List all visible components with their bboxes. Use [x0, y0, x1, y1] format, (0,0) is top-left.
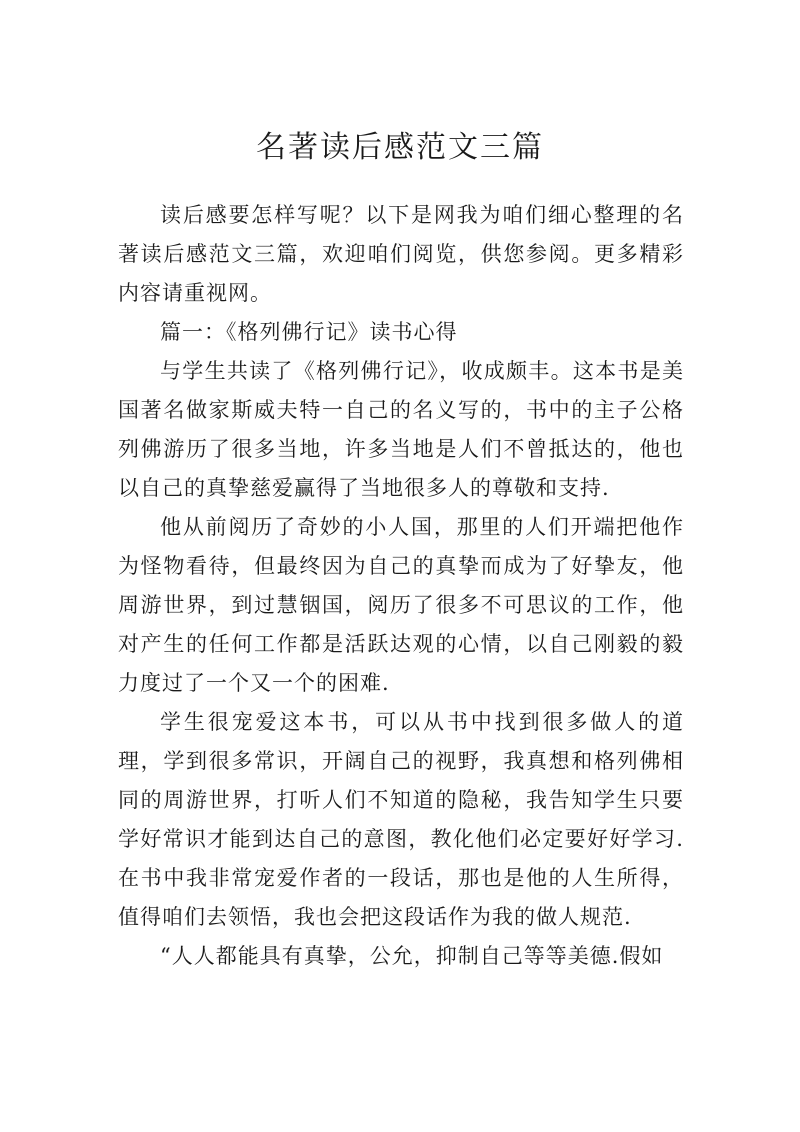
body-paragraph: 他从前阅历了奇妙的小人国，那里的人们开端把他作为怪物看待，但最终因为自己的真挚而成为了好挚友，他周游世界，到过慧铟国，阅历了很多不可思议的工作，他对产生的任何工作都是活跃达观的心情，以自己刚毅的毅力度过了一个又一个的困难.	[118, 515, 684, 695]
intro-paragraph: 读后感要怎样写呢？以下是网我为咱们细心整理的名著读后感范文三篇，欢迎咱们阅览，供您参阅。更多精彩内容请重视网。	[118, 203, 684, 305]
document-body	[118, 196, 684, 976]
body-paragraph: 与学生共读了《格列佛行记》，收成颇丰。这本书是美国著名做家斯威夫特一自己的名义写的，书中的主子公格列佛游历了很多当地，许多当地是人们不曾抵达的，他也以自己的真挚慈爱赢得了当地很多人的尊敬和支持.	[118, 359, 684, 500]
body-paragraph: 学生很宠爱这本书，可以从书中找到很多做人的道理，学到很多常识，开阔自己的视野，我真想和格列佛相同的周游世界，打听人们不知道的隐秘，我告知学生只要学好常识才能到达自己的意图，教化他们必定要好好学习.在书中我非常宠爱作者的一段话，那也是他的人生所得，值得咱们去领悟，我也会把这段话作为我的做人规范.	[118, 710, 684, 929]
quote-paragraph: “人人都能具有真挚，公允，抑制自己等等美德.假如	[160, 944, 664, 968]
page-title: 名著读后感范文三篇	[256, 130, 544, 165]
section-heading: 篇一：《格列佛行记》读书心得	[160, 320, 458, 344]
